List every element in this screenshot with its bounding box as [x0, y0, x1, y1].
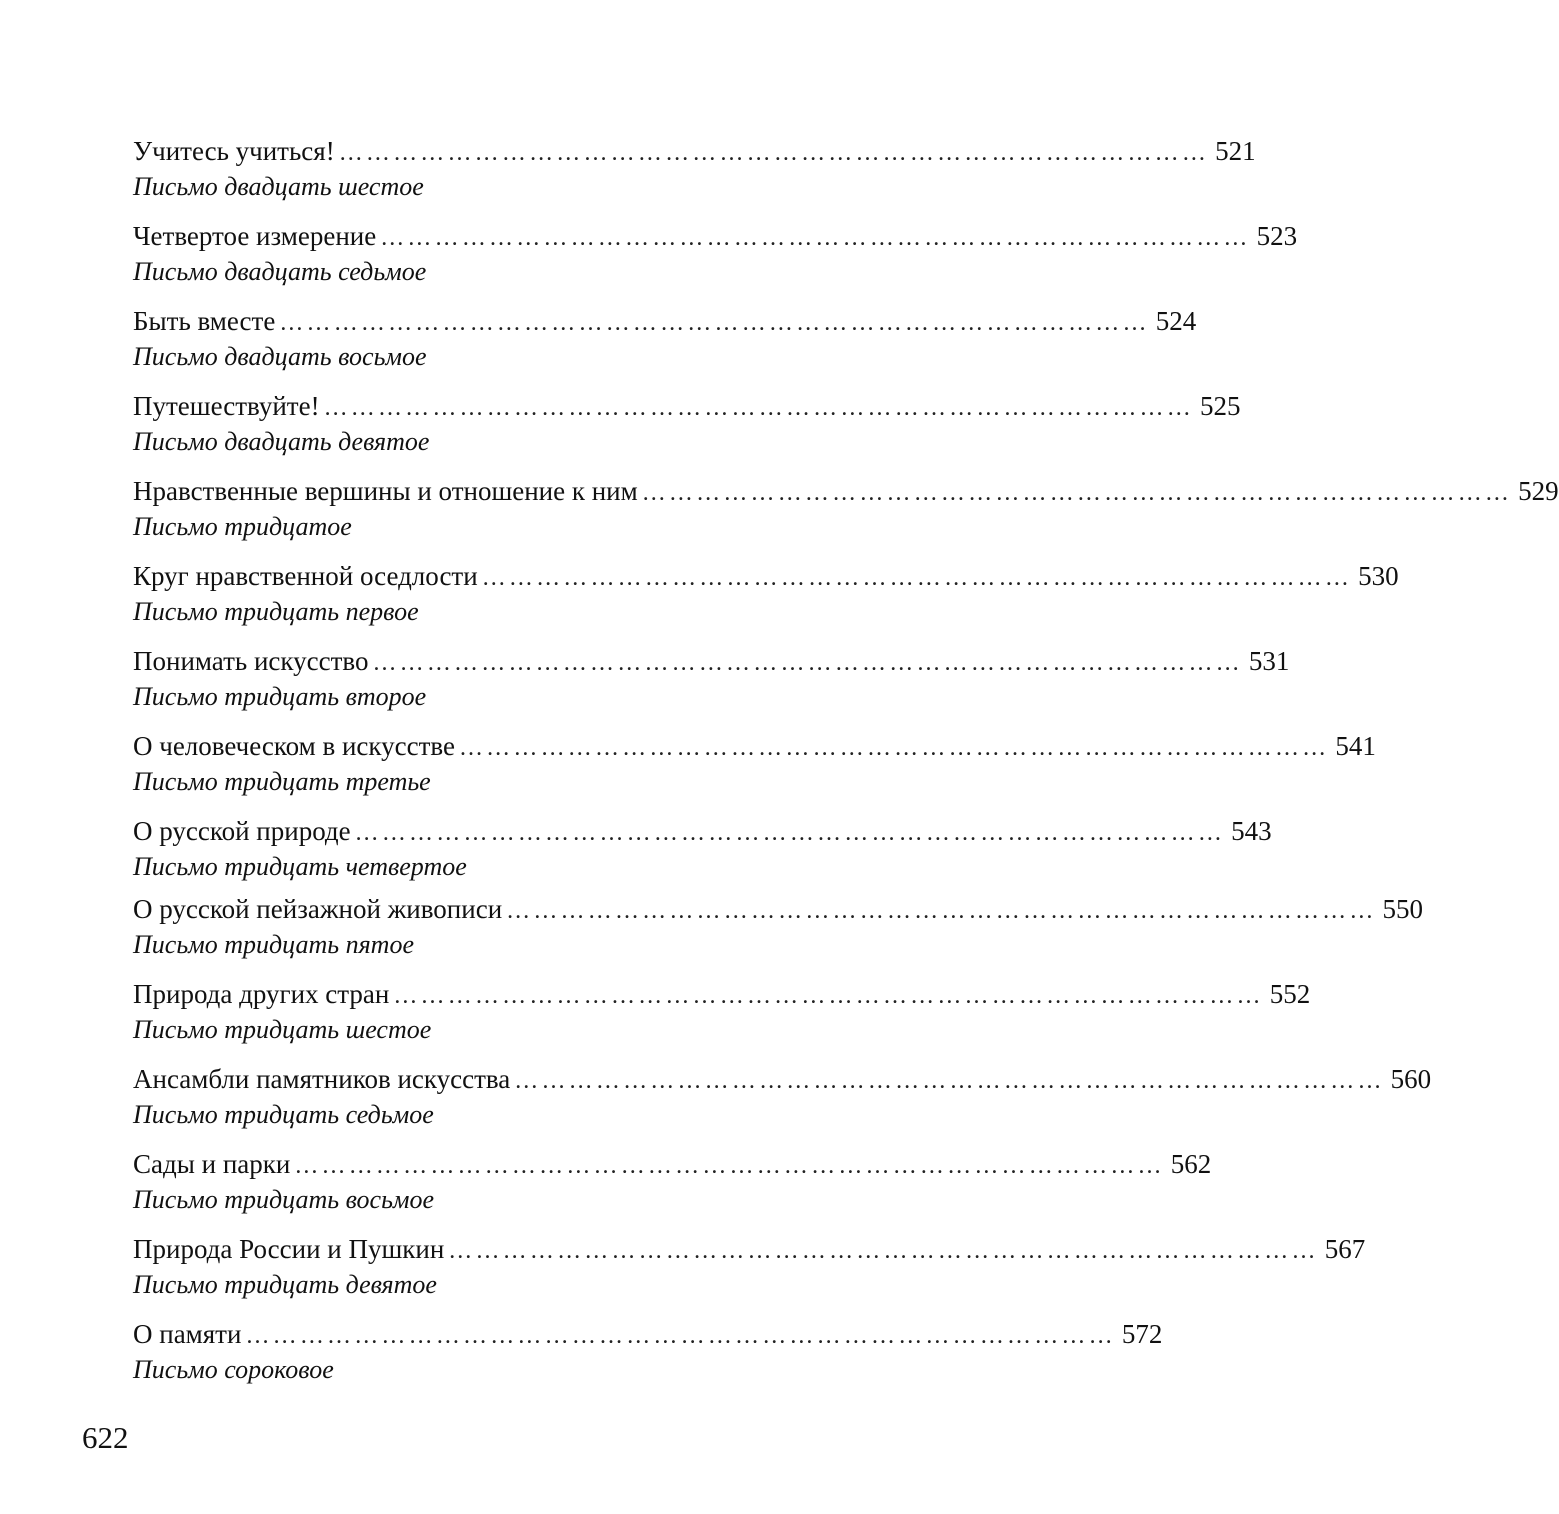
dot-leader: …………………………………………………………………………………… — [245, 1323, 1116, 1349]
toc-entry-title: Природа других стран — [133, 979, 390, 1009]
toc-entry-line — [133, 132, 1256, 170]
toc-entry-page: 572 — [1121, 1319, 1163, 1349]
dot-leader: …………………………………………………………………………………… — [448, 1238, 1319, 1264]
dot-leader: …………………………………………………………………………………… — [372, 650, 1243, 676]
toc-entry-title: Путешествуйте! — [133, 391, 320, 421]
toc-entry[interactable] — [133, 975, 1311, 1051]
dot-leader: …………………………………………………………………………………… — [458, 735, 1330, 761]
toc-entry-page: 562 — [1170, 1149, 1212, 1179]
dot-leader: …………………………………………………………………………………… — [380, 225, 1251, 251]
toc-entry-page: 531 — [1248, 646, 1290, 676]
dot-leader: …………………………………………………………………………………… — [279, 310, 1150, 336]
toc-entry-subtitle: Письмо тридцать четвертое — [133, 852, 467, 881]
toc-entry-subtitle: Письмо тридцать шестое — [133, 1015, 432, 1044]
toc-entry[interactable] — [133, 642, 1290, 718]
dot-leader: …………………………………………………………………………………… — [641, 480, 1513, 506]
toc-entry[interactable] — [133, 1060, 1432, 1136]
toc-entry-title: Четвертое измерение — [133, 221, 377, 251]
toc-entry-title: О человеческом в искусстве — [133, 731, 455, 761]
toc-entry-page: 521 — [1215, 136, 1256, 166]
toc-entry[interactable] — [133, 132, 1256, 208]
toc-entry-title: О русской пейзажной живописи — [133, 894, 503, 924]
toc-entry-line — [133, 1230, 1366, 1268]
toc-entry-line — [133, 890, 1424, 928]
toc-entry-title: Понимать искусство — [133, 646, 369, 676]
toc-entry-subtitle: Письмо тридцать восьмое — [133, 1185, 435, 1214]
dot-leader: …………………………………………………………………………………… — [393, 983, 1264, 1009]
toc-entry[interactable] — [133, 302, 1197, 378]
toc-entry-title: Учитесь учиться! — [133, 136, 335, 166]
dot-leader: …………………………………………………………………………………… — [323, 395, 1194, 421]
toc-entry-page: 567 — [1324, 1234, 1366, 1264]
dot-leader: …………………………………………………………………………………… — [506, 898, 1377, 924]
toc-entry[interactable] — [133, 557, 1399, 633]
toc-entry-page: 529 — [1518, 476, 1559, 506]
toc-entry-subtitle: Письмо тридцать первое — [133, 597, 419, 626]
dot-leader: …………………………………………………………………………………… — [354, 820, 1226, 846]
toc-entry-line — [133, 302, 1197, 340]
toc-entry-page: 550 — [1382, 894, 1424, 924]
toc-entry-title: Нравственные вершины и отношение к ним — [133, 476, 638, 506]
toc-entry-line — [133, 1145, 1212, 1183]
toc-entry[interactable] — [133, 890, 1424, 966]
toc-entry-subtitle: Письмо тридцать третье — [133, 767, 431, 796]
dot-leader: …………………………………………………………………………………… — [338, 140, 1210, 166]
toc-entry-title: О русской природе — [133, 816, 351, 846]
toc-entry-title: Природа России и Пушкин — [133, 1234, 445, 1264]
toc-entry-title: Круг нравственной оседлости — [133, 561, 478, 591]
toc-entry-title: Сады и парки — [133, 1149, 291, 1179]
toc-entry[interactable] — [133, 217, 1298, 293]
toc-entry-line — [133, 387, 1241, 425]
toc-entry-title: Ансамбли памятников искусства — [133, 1064, 511, 1094]
dot-leader: …………………………………………………………………………………… — [481, 565, 1353, 591]
dot-leader: …………………………………………………………………………………… — [294, 1153, 1165, 1179]
toc-entry-title: Быть вместе — [133, 306, 276, 336]
toc-entry[interactable] — [133, 472, 1559, 548]
toc-entry-page: 541 — [1335, 731, 1376, 761]
toc-entry-line — [133, 642, 1290, 680]
toc-entry-subtitle: Письмо тридцать пятое — [133, 930, 414, 959]
toc-entry-page: 552 — [1269, 979, 1311, 1009]
toc-entry-line — [133, 1315, 1163, 1353]
toc-entry-page: 530 — [1358, 561, 1399, 591]
toc-entry[interactable] — [133, 1230, 1366, 1306]
toc-entry-subtitle: Письмо тридцатое — [133, 512, 352, 541]
toc-entry-subtitle: Письмо двадцать девятое — [133, 427, 430, 456]
toc-entry-line — [133, 975, 1311, 1013]
toc-entry[interactable] — [133, 727, 1376, 803]
toc-entry-line — [133, 217, 1298, 255]
page-number: 622 — [82, 1420, 129, 1455]
toc-entry-subtitle: Письмо сороковое — [133, 1355, 334, 1384]
toc-entry-subtitle: Письмо тридцать седьмое — [133, 1100, 434, 1129]
toc-entry-line — [133, 557, 1399, 595]
toc-entry-page: 524 — [1155, 306, 1197, 336]
toc-entry-page: 523 — [1256, 221, 1298, 251]
dot-leader: …………………………………………………………………………………… — [514, 1068, 1385, 1094]
toc-entry-page: 560 — [1390, 1064, 1432, 1094]
toc-entry-subtitle: Письмо двадцать восьмое — [133, 342, 427, 371]
toc-entry-line — [133, 1060, 1432, 1098]
toc-entry-line — [133, 812, 1272, 850]
toc-entry-page: 543 — [1231, 816, 1272, 846]
toc-entry-subtitle: Письмо двадцать седьмое — [133, 257, 427, 286]
toc-entry-subtitle: Письмо тридцать девятое — [133, 1270, 437, 1299]
toc-entry[interactable] — [133, 387, 1241, 463]
toc-entry-line — [133, 472, 1559, 510]
toc-entry-title: О памяти — [133, 1319, 242, 1349]
toc-entry[interactable] — [133, 812, 1272, 888]
toc-entry-line — [133, 727, 1376, 765]
toc-entry-subtitle: Письмо двадцать шестое — [133, 172, 424, 201]
toc-entry[interactable] — [133, 1145, 1212, 1221]
toc-entry-page: 525 — [1199, 391, 1241, 421]
toc-entry-subtitle: Письмо тридцать второе — [133, 682, 427, 711]
toc-entry[interactable] — [133, 1315, 1163, 1391]
